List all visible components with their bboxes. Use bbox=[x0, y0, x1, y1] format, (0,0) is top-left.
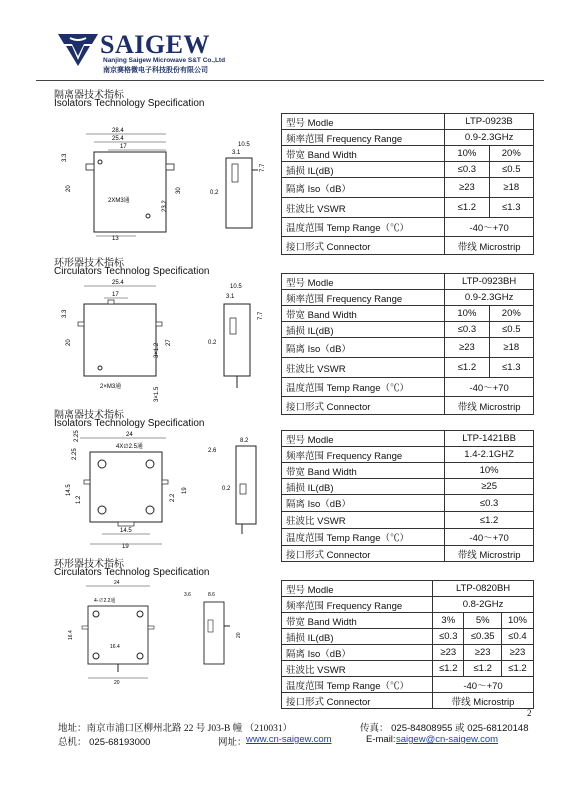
section4-title-cn: 环形器技术指标 bbox=[54, 559, 124, 570]
spec-value: ≤1.2 bbox=[433, 661, 464, 677]
spec-label: 接口形式 Connector bbox=[282, 397, 445, 415]
header-divider bbox=[36, 80, 544, 81]
spec-value: ≤0.4 bbox=[501, 629, 533, 645]
section2-title-en: Circulators Technolog Specification bbox=[54, 266, 210, 277]
dim-label: 20 bbox=[114, 680, 120, 686]
footer-address: 地址：南京市浦口区柳州北路 22 号 J03-B 幢 （210031） bbox=[58, 724, 293, 734]
footer-web-label: 网址： bbox=[218, 737, 247, 748]
dim-label: 23.2 bbox=[162, 200, 168, 212]
dim-label: 0.2 bbox=[210, 190, 219, 196]
dim-label: 20 bbox=[236, 632, 242, 638]
saigew-logo-icon bbox=[58, 34, 98, 66]
spec-label: 驻波比 VSWR bbox=[282, 661, 433, 677]
spec-value: ≥18 bbox=[489, 178, 533, 198]
spec-value: 10% bbox=[445, 463, 534, 479]
dim-label: 3.3 bbox=[62, 309, 68, 318]
isolator-0923b-drawing bbox=[56, 124, 271, 244]
spec-label: 接口形式 Connector bbox=[282, 693, 433, 709]
spec-value: ≤1.2 bbox=[445, 198, 489, 218]
spec-label: 温度范围 Temp Range（℃） bbox=[282, 677, 433, 693]
spec-value: -40～+70 bbox=[445, 378, 534, 397]
spec-value: ≤1.2 bbox=[501, 661, 533, 677]
spec-value: 带线 Microstrip bbox=[445, 397, 534, 415]
spec-table-ltp-1421bb bbox=[281, 430, 534, 562]
section2-title-cn: 环形器技术指标 bbox=[54, 258, 124, 269]
spec-label: 带宽 Band Width bbox=[282, 146, 445, 162]
spec-label: 温度范围 Temp Range（℃） bbox=[282, 218, 445, 237]
section3-title-cn: 隔离器技术指标 bbox=[54, 410, 124, 421]
spec-value: ≥23 bbox=[445, 338, 489, 358]
spec-value: ≤0.3 bbox=[445, 495, 534, 512]
dim-label: 10.5 bbox=[238, 142, 250, 148]
spec-label: 插损 IL(dB) bbox=[282, 629, 433, 645]
dim-label: 7.7 bbox=[260, 163, 266, 172]
spec-label: 带宽 Band Width bbox=[282, 613, 433, 629]
spec-label: 接口形式 Connector bbox=[282, 237, 445, 255]
dim-label: 3.1 bbox=[226, 294, 235, 300]
dim-label: 2.6 bbox=[208, 448, 217, 454]
dim-label: 1.2 bbox=[76, 495, 82, 504]
spec-label: 温度范围 Temp Range（℃） bbox=[282, 529, 445, 546]
dim-label: 2XM3通 bbox=[108, 198, 130, 204]
dim-label: 19 bbox=[182, 487, 188, 494]
spec-value: -40～+70 bbox=[433, 677, 534, 693]
spec-value: ≤0.3 bbox=[433, 629, 464, 645]
spec-label: 频率范围 Frequency Range bbox=[282, 290, 445, 306]
spec-value: ≤1.2 bbox=[445, 358, 489, 378]
spec-value: 3% bbox=[433, 613, 464, 629]
spec-value: 0.9-2.3GHz bbox=[445, 290, 534, 306]
dim-label: 8.6 bbox=[208, 592, 215, 598]
spec-value: LTP-1421BB bbox=[445, 431, 534, 447]
spec-label: 频率范围 Frequency Range bbox=[282, 447, 445, 463]
page-number: 2 bbox=[527, 708, 532, 718]
dim-label: 10.5 bbox=[230, 284, 242, 290]
spec-value: 10% bbox=[445, 146, 489, 162]
spec-label: 隔离 Iso（dB） bbox=[282, 495, 445, 512]
spec-value: 20% bbox=[489, 306, 533, 322]
spec-label: 型号 Modle bbox=[282, 114, 445, 130]
footer-email-link[interactable]: saigew@cn-saigew.com bbox=[396, 734, 499, 745]
section3-title-en: Isolators Technology Specification bbox=[54, 418, 205, 429]
dim-label: 0.2 bbox=[222, 486, 231, 492]
dim-label: 4X∅2.5通 bbox=[116, 444, 143, 450]
section4-title-en: Circulators Technolog Specification bbox=[54, 567, 210, 578]
dim-label: 3×1.5 bbox=[154, 386, 160, 402]
spec-value: 10% bbox=[501, 613, 533, 629]
dim-label: 2×M3通 bbox=[100, 384, 122, 390]
spec-value: LTP-0923B bbox=[445, 114, 534, 130]
spec-label: 型号 Modle bbox=[282, 581, 433, 597]
dim-label: 3.1 bbox=[232, 150, 241, 156]
spec-value: 0.9-2.3GHz bbox=[445, 130, 534, 146]
spec-value: 1.4-2.1GHZ bbox=[445, 447, 534, 463]
spec-value: ≥23 bbox=[445, 178, 489, 198]
spec-label: 频率范围 Frequency Range bbox=[282, 597, 433, 613]
spec-table-ltp-0923bh bbox=[281, 273, 534, 415]
dim-label: 3.3 bbox=[62, 153, 68, 162]
spec-value: ≥23 bbox=[433, 645, 464, 661]
isolator-1421bb-drawing bbox=[56, 428, 271, 550]
spec-label: 带宽 Band Width bbox=[282, 463, 445, 479]
dim-label: 25.4 bbox=[112, 136, 124, 142]
footer-fax: 传真： 025-84808955 或 025-68120148 bbox=[360, 723, 529, 734]
dim-label: 2.2 bbox=[170, 493, 176, 502]
dim-label: 16.4 bbox=[68, 630, 74, 640]
dim-label: 20 bbox=[66, 185, 72, 192]
circulator-0820bh-drawing bbox=[56, 578, 271, 688]
spec-label: 隔离 Iso（dB） bbox=[282, 338, 445, 358]
spec-value: ≥23 bbox=[464, 645, 501, 661]
spec-label: 隔离 Iso（dB） bbox=[282, 645, 433, 661]
spec-label: 型号 Modle bbox=[282, 274, 445, 290]
spec-label: 型号 Modle bbox=[282, 431, 445, 447]
dim-label: 2.25 bbox=[72, 448, 78, 460]
spec-table-ltp-0820bh bbox=[281, 580, 534, 709]
spec-value: -40～+70 bbox=[445, 218, 534, 237]
spec-value: 20% bbox=[489, 146, 533, 162]
dim-label: 3.6 bbox=[184, 592, 191, 598]
spec-value: 带线 Microstrip bbox=[445, 546, 534, 562]
spec-label: 驻波比 VSWR bbox=[282, 358, 445, 378]
spec-value: ≤0.5 bbox=[489, 322, 533, 338]
spec-value: ≥18 bbox=[489, 338, 533, 358]
brand-chinese-name: 南京赛格微电子科技股份有限公司 bbox=[103, 67, 208, 74]
brand-english-name: Nanjing Saigew Microwave S&T Co.,Ltd bbox=[103, 57, 226, 64]
dim-label: 16.4 bbox=[110, 644, 120, 650]
spec-value: ≤0.3 bbox=[445, 322, 489, 338]
spec-value: LTP-0923BH bbox=[445, 274, 534, 290]
circulator-0923bh-drawing bbox=[56, 276, 271, 404]
spec-value: 带线 Microstrip bbox=[445, 237, 534, 255]
dim-label: 7.7 bbox=[258, 311, 264, 320]
spec-label: 驻波比 VSWR bbox=[282, 198, 445, 218]
dim-label: 8.2 bbox=[240, 438, 249, 444]
spec-value: LTP-0820BH bbox=[433, 581, 534, 597]
spec-value: ≤0.3 bbox=[445, 162, 489, 178]
spec-value: ≤1.3 bbox=[489, 198, 533, 218]
spec-value: 带线 Microstrip bbox=[433, 693, 534, 709]
dim-label: 30 bbox=[176, 187, 182, 194]
spec-value: ≤0.5 bbox=[489, 162, 533, 178]
dim-label: 28.4 bbox=[112, 128, 124, 134]
spec-label: 插损 IL(dB) bbox=[282, 322, 445, 338]
spec-label: 插损 IL(dB) bbox=[282, 162, 445, 178]
spec-label: 插损 IL(dB) bbox=[282, 479, 445, 495]
spec-value: ≥25 bbox=[445, 479, 534, 495]
spec-value: ≤0.35 bbox=[464, 629, 501, 645]
dim-label: 13 bbox=[112, 236, 119, 242]
dim-label: 19 bbox=[122, 544, 129, 550]
spec-label: 隔离 Iso（dB） bbox=[282, 178, 445, 198]
spec-value: 10% bbox=[445, 306, 489, 322]
footer-email-label: E-mail: bbox=[366, 734, 396, 745]
dim-label: 2.25 bbox=[74, 430, 80, 442]
footer-website-link[interactable]: www.cn-saigew.com bbox=[246, 734, 332, 745]
dim-label: 0.2 bbox=[208, 340, 217, 346]
dim-label: 25.4 bbox=[112, 280, 124, 286]
dim-label: 27 bbox=[166, 339, 172, 346]
footer-phone: 总机： 025-68193000 bbox=[58, 737, 151, 748]
dim-label: 14.5 bbox=[120, 528, 132, 534]
spec-label: 接口形式 Connector bbox=[282, 546, 445, 562]
spec-value: 0.8-2GHz bbox=[433, 597, 534, 613]
spec-value: ≥23 bbox=[501, 645, 533, 661]
dim-label: 20 bbox=[66, 339, 72, 346]
spec-value: ≤1.3 bbox=[489, 358, 533, 378]
spec-label: 温度范围 Temp Range（℃） bbox=[282, 378, 445, 397]
section1-title-en: Isolators Technology Specification bbox=[54, 98, 205, 109]
dim-label: 17 bbox=[112, 292, 119, 298]
spec-label: 带宽 Band Width bbox=[282, 306, 445, 322]
spec-value: ≤1.2 bbox=[445, 512, 534, 529]
dim-label: 17 bbox=[120, 144, 127, 150]
section1-title-cn: 隔离器技术指标 bbox=[54, 90, 124, 101]
spec-table-ltp-0923b bbox=[281, 113, 534, 255]
spec-value: ≤1.2 bbox=[464, 661, 501, 677]
spec-value: 5% bbox=[464, 613, 501, 629]
dim-label: 14.5 bbox=[66, 484, 72, 496]
brand-name: SAIGEW bbox=[100, 30, 210, 59]
spec-label: 频率范围 Frequency Range bbox=[282, 130, 445, 146]
dim-label: 24 bbox=[114, 580, 120, 586]
spec-value: -40～+70 bbox=[445, 529, 534, 546]
dim-label: 24 bbox=[126, 432, 133, 438]
dim-label: 3×1.2 bbox=[154, 342, 160, 358]
dim-label: 4-∅2.2通 bbox=[94, 598, 116, 604]
spec-label: 驻波比 VSWR bbox=[282, 512, 445, 529]
